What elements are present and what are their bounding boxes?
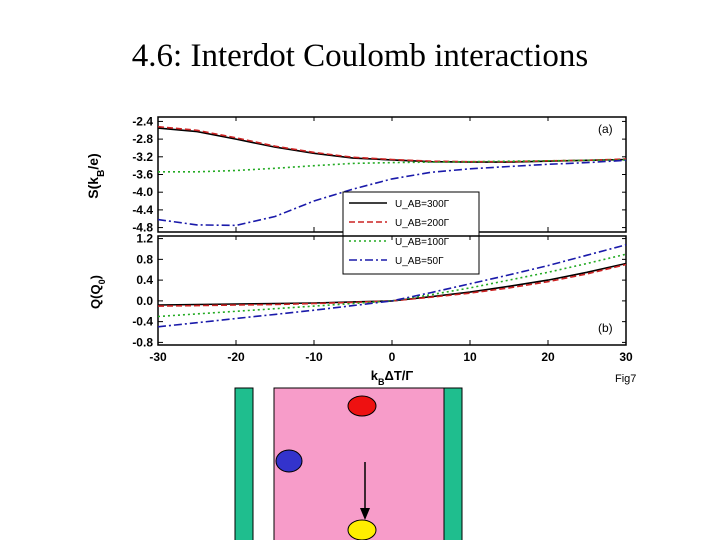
- left-lead: [235, 388, 253, 540]
- y-axis-label-a: $S(k_B/e)$: [85, 153, 107, 199]
- y-tick-label: 1.2: [136, 231, 153, 246]
- x-tick-label: -20: [227, 350, 245, 364]
- x-tick-label: 10: [463, 350, 477, 364]
- y-tick-label: 0.0: [136, 293, 153, 308]
- x-tick-label: -10: [305, 350, 323, 364]
- y-tick-label: 0.4: [136, 273, 153, 288]
- legend-label: U_AB=100Γ: [395, 237, 450, 248]
- quantum-dot-diagram: [235, 388, 462, 540]
- y-tick-label: -3.6: [132, 167, 153, 182]
- y-tick-label: -4.4: [132, 202, 153, 217]
- red-dot: [348, 396, 376, 416]
- panel-label-b: (b): [598, 321, 613, 335]
- y-axis-label-b: $Q(Q_0)$: [88, 275, 107, 309]
- legend: [343, 192, 479, 274]
- legend-label: U_AB=50Γ: [395, 256, 444, 267]
- yellow-dot: [348, 520, 376, 540]
- y-tick-label: -0.8: [132, 335, 153, 350]
- y-tick-label: -0.4: [132, 314, 153, 329]
- panel-label-a: (a): [598, 122, 613, 136]
- series-line-1: [158, 128, 626, 162]
- x-tick-label: 0: [388, 350, 396, 364]
- series-line-2: [158, 127, 626, 162]
- x-tick-label: 20: [541, 350, 555, 364]
- slide-title: 4.6: Interdot Coulomb interactions: [131, 38, 589, 74]
- y-tick-label: -4.0: [132, 185, 153, 200]
- x-tick-label: 30: [619, 350, 633, 364]
- y-tick-label: -4.8: [132, 220, 153, 235]
- x-axis-label: $k_B\Delta T/\Gamma$: [370, 368, 414, 387]
- figure-caption: Fig7: [615, 373, 637, 385]
- x-tick-label: -30: [149, 350, 167, 364]
- y-tick-label: -2.4: [132, 114, 153, 129]
- y-tick-label: 0.8: [136, 252, 153, 267]
- y-tick-label: -3.2: [132, 149, 153, 164]
- y-tick-label: -2.8: [132, 132, 153, 147]
- right-lead: [444, 388, 462, 540]
- chart-panel-a: [85, 114, 626, 274]
- blue-dot: [276, 450, 302, 472]
- legend-label: U_AB=200Γ: [395, 218, 450, 229]
- legend-label: U_AB=300Γ: [395, 199, 450, 210]
